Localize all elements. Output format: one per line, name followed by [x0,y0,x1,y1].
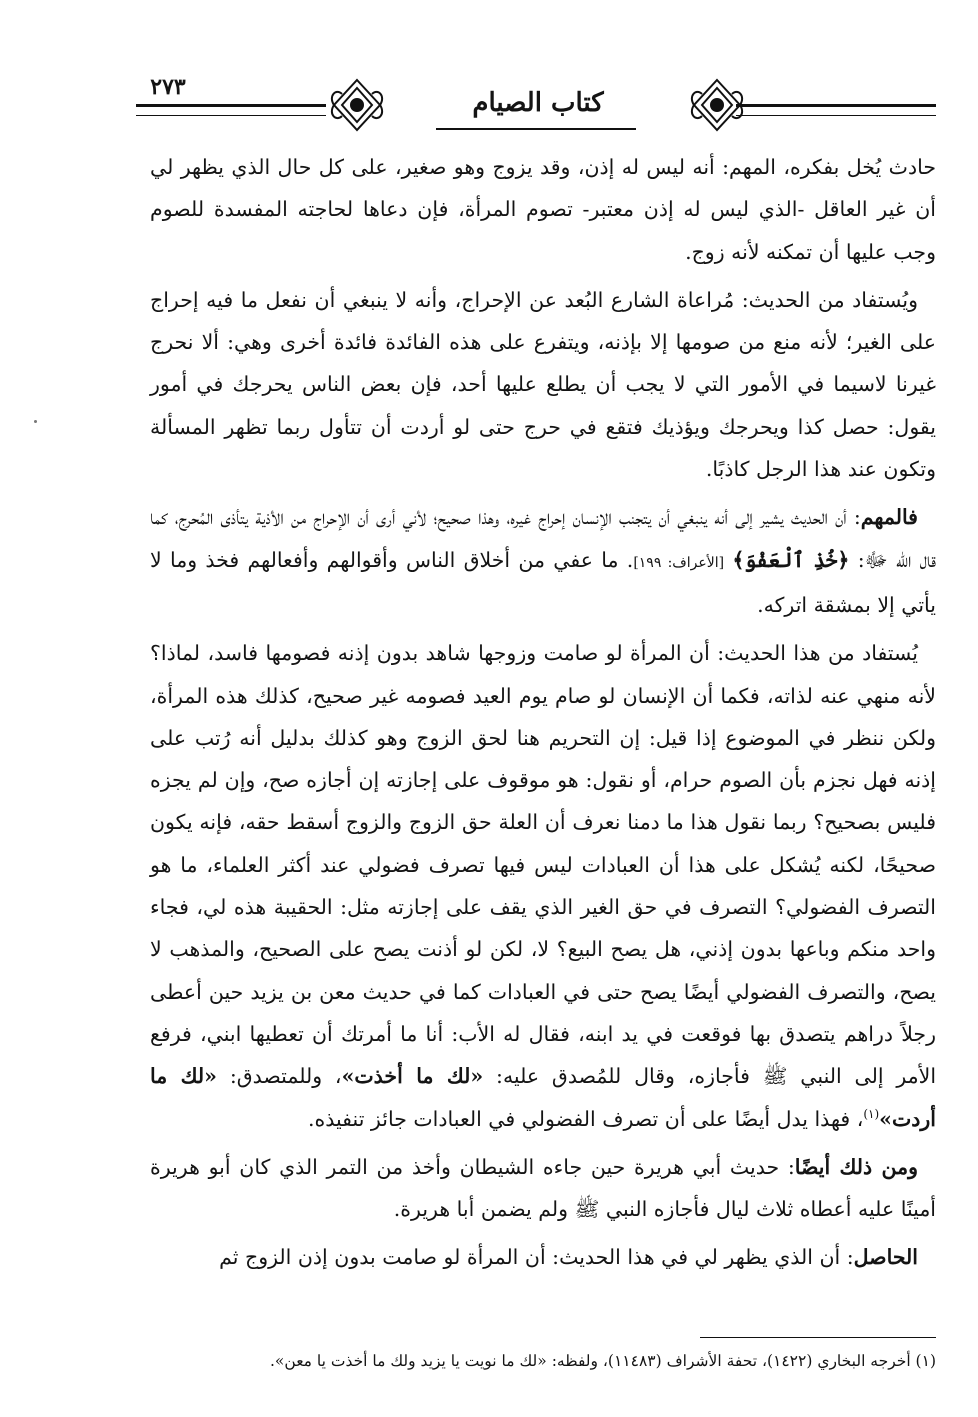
paragraph-lead: فالمهم [860,505,918,530]
paragraph-lead: الحاصل [853,1245,918,1270]
quran-reference: [الأعراف: ١٩٩] [633,554,725,571]
paragraph-tail: . ما عفي من أخلاق الناس وأقوالهم وأفعالهم فخذ وما لا يأتي إلا بمشقة اتركه. [150,547,936,617]
paragraph-3 [150,496,936,626]
book-title: كتاب الصيام [472,88,604,118]
footnote-marker: (١) [863,1106,880,1121]
hadith-quote: «لك ما أخذت» [341,1064,484,1089]
paragraph-text: : حديث أبي هريرة حين جاءه الشيطان وأخذ من التمر الذي كان أبو هريرة أمينًا عليه أعطاه ثلاث ليال فأجازه النبي ﷺ ولم يضمن أبا هريرة. [150,1154,936,1222]
paragraph-2 [150,279,936,490]
page-number: ٢٧٣ [150,74,186,100]
header-rule-right [736,104,936,116]
paragraph-text: يُستفاد من هذا الحديث: أن المرأة لو صامت وزوجها شاهد بدون إذنه فصومها فاسد، لماذا؟ لأنه منهي عنه لذاته، فكما أن الإنسان لو صام يوم العيد فصومه غير صحيح، كذلك هذه المرأة، ولكن ننظر في الموضوع إذا قيل: إن التحريم هنا لحق الزوج وهو كذلك بدليل أنه رُتب على إذنه فهل نجزم بأن الصوم حرام، أو نقول: هو موقوف على إجازته إن أجازه صح، وإن لم يجزه فليس بصحيح؟ ربما نقول هذا ما دمنا نعرف أن العلة حق الزوج والزوج أسقط حقه، فإنه يكون صحيحًا، لكنه يُشكل على هذا أن العبادات ليس فيها تصرف فضولي عند أكثر العلماء، ما هو التصرف الفضولي؟ التصرف في حق الغير الذي يقف على إجازته مثل: الحقيبة هذه لي، فجاء واحد منكم وباعها بدون إذني، هل يصح البيع؟ لا، لكن لو أذنت يصح على الصحيح، والمذهب لا يصح، والتصرف الفضولي أيضًا يصح حتى في العبادات كما في حديث معن بن يزيد حين أعطى رجلاً دراهم يتصدق بها فوقعت في يد ابنه، فقال له الأب: أنا ما أمرتك أن تعطيها ابني، فرفع الأمر إلى النبي ﷺ فأجازه، وقال للمُصدق عليه: [150,641,937,1089]
paragraph-5 [150,1146,936,1231]
paragraph-mid: ، وللمتصدق: [229,1064,342,1089]
paragraph-4 [150,632,936,1140]
scan-speck [34,420,37,423]
paragraph-text: : أن الحديث يشير إلى أنه ينبغي أن يتجنب الإنسان إحراج غيره، وهذا صحيح؛ لأني أرى أن الإحراج من الأذية يتأذى المُحرج، كما قال الله ﷻ: [150,505,936,572]
footnote-separator [700,1337,936,1338]
footnote: (١) أخرجه البخاري (١٤٢٢)، تحفة الأشراف (١١٤٨٣)، ولفظه: «لك ما نويت يا يزيد ولك ما أخذت يا معن». [269,1352,936,1370]
hadith-quote-2: «لك ما أردت» [150,1064,936,1131]
paragraph-lead: ومن ذلك أيضًا [794,1154,918,1179]
paragraph-text: حادث يُخل بفكره، المهم: أنه ليس له إذن، وقد يزوج وهو صغير، على كل حال الذي يظهر لي أن غير العاقل -الذي ليس له إذن معتبر- تصوم المرأة، فإن دعاها لحاجته المفسدة للصوم وجب عليها أن تمكنه لأنه زوج. [150,155,936,264]
paragraph-text: : أن الذي يظهر لي في هذا الحديث: أن المرأة لو صامت بدون إذن الزوج ثم [219,1245,854,1270]
ornament-left-icon [328,76,386,134]
paragraph-text: ويُستفاد من الحديث: مُراعاة الشارع البُعد عن الإحراج، وأنه لا ينبغي أن نفعل ما فيه إحراج على الغير؛ لأنه منع من صومها إلا بإذنه، ويتفرع على هذه الفائدة فائدة أخرى وهي: ألا نحرج غيرنا لاسيما في الأمور التي لا يجب أن يطلع عليها أحد، فإن بعض الناس يحرجك في أمور يقول: حصل كذا ويحرجك ويؤذيك فتقع في حرج حتى لو أردت أن تتأول ربما تظهر المسألة وتكون عند هذا الرجل كاذبًا. [150,287,936,482]
page-header [136,70,936,140]
paragraph-6 [150,1236,936,1278]
paragraph-tail: ، فهذا يدل أيضًا على أن تصرف الفضولي في العبادات جائز تنفيذه. [307,1106,864,1131]
paragraph-1 [150,146,936,273]
title-underline [436,128,636,130]
header-rule-left [136,104,326,116]
quran-quote: ﴿خُذِ ٱلْعَفْوَ﴾ [732,547,850,572]
main-text [150,146,936,1279]
